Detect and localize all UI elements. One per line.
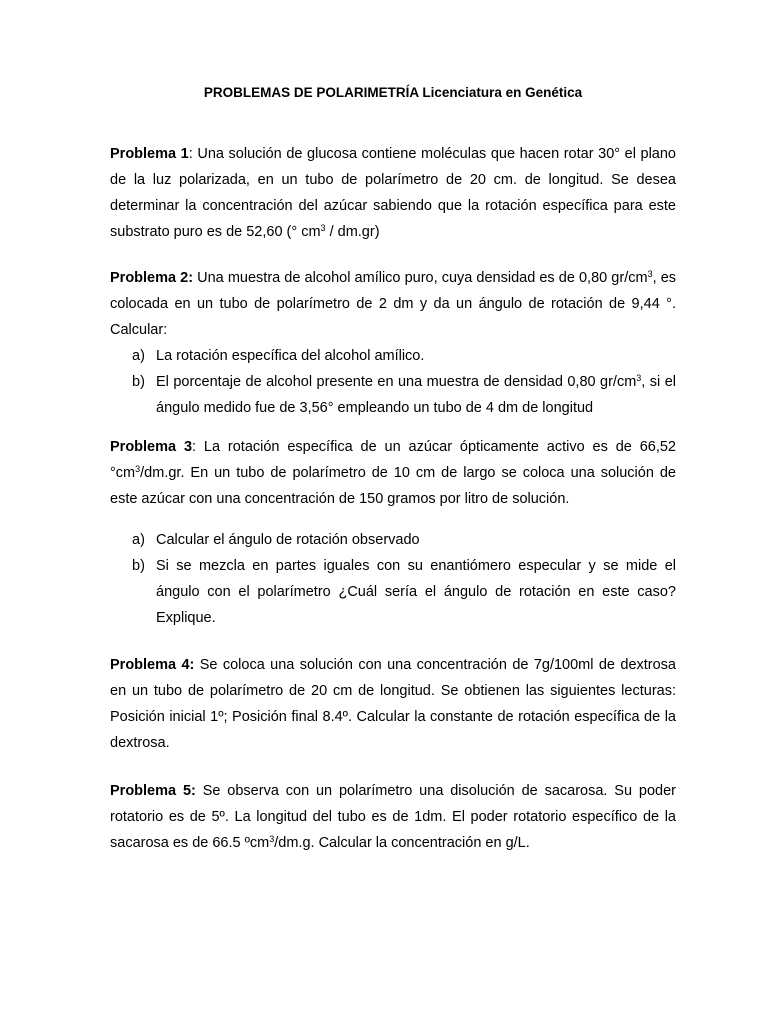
- list-item-text: Calcular el ángulo de rotación observado: [156, 532, 420, 548]
- problem-2-items: [132, 343, 676, 421]
- problem-3-text: : La rotación específica de un azúcar ópticamente activo es de 66,52 °cm: [110, 439, 676, 481]
- superscript: 3: [320, 223, 326, 233]
- list-item: [132, 369, 676, 421]
- document-title: PROBLEMAS DE POLARIMETRÍA Licenciatura en Genética: [203, 85, 583, 100]
- problem-2-label: Problema 2:: [110, 270, 194, 286]
- problem-2-text-end: , es colocada en un tubo de polarímetro de 2 dm y da un ángulo de rotación de 9,44 °. Calcular:: [110, 270, 677, 338]
- list-item-text: La rotación específica del alcohol amílico.: [156, 348, 425, 364]
- problem-2-text: Una muestra de alcohol amílico puro, cuya densidad es de 0,80 gr/cm: [193, 270, 648, 286]
- list-marker: a): [132, 348, 145, 364]
- problem-3-text-end: /dm.gr. En un tubo de polarímetro de 10 cm de largo se coloca una solución de este azúcar con una concentración de 150 gramos por litro de solución.: [110, 465, 676, 507]
- problem-1-text-end: / dm.gr): [325, 224, 380, 240]
- problem-1-label: Problema 1: [110, 146, 189, 162]
- problem-5-text: Se observa con un polarímetro una disolución de sacarosa. Su poder rotatorio es de 5º. La longitud del tubo es de 1dm. El poder rotatorio específico de la sacarosa es de 66.5 ºcm: [110, 783, 676, 851]
- list-marker: b): [132, 374, 145, 390]
- problem-1-text: : Una solución de glucosa contiene moléculas que hacen rotar 30° el plano de la luz polarizada, en un tubo de polarímetro de 20 cm. de longitud. Se desea determinar la concentración del azúcar sabiendo que la rotación específica para este substrato puro es de 52,60 (° cm: [110, 146, 676, 240]
- problem-2: [110, 265, 676, 343]
- problem-3-label: Problema 3: [110, 439, 193, 455]
- problem-4-text: Se coloca una solución con una concentración de 7g/100ml de dextrosa en un tubo de polarímetro de 20 cm de longitud. Se obtienen las siguientes lecturas: Posición inicial 1º; Posición final 8.4º. Calcular la constante de rotación específica de la dextrosa.: [110, 657, 676, 751]
- superscript: 3: [636, 373, 642, 383]
- problem-3: [110, 434, 676, 512]
- problem-5-text-end: /dm.g. Calcular la concentración en g/L.: [274, 835, 530, 851]
- problem-3-items: [132, 527, 676, 631]
- list-item: [132, 343, 676, 369]
- list-item: [132, 527, 676, 553]
- problem-5-label: Problema 5:: [110, 783, 196, 799]
- list-item: [132, 553, 676, 631]
- list-marker: b): [132, 558, 145, 574]
- superscript: 3: [647, 269, 653, 279]
- problem-4: [110, 652, 676, 756]
- problem-5: [110, 778, 676, 856]
- list-marker: a): [132, 532, 145, 548]
- list-item-text-end: , si el ángulo medido fue de 3,56° empleando un tubo de 4 dm de longitud: [156, 374, 676, 416]
- problem-1: [110, 141, 676, 245]
- list-item-text: Si se mezcla en partes iguales con su enantiómero especular y se mide el ángulo con el polarímetro ¿Cuál sería el ángulo de rotación en este caso? Explique.: [156, 558, 676, 626]
- superscript: 3: [269, 834, 275, 844]
- superscript: 3: [135, 464, 141, 474]
- problem-4-label: Problema 4:: [110, 657, 195, 673]
- list-item-text: El porcentaje de alcohol presente en una muestra de densidad 0,80 gr/cm: [156, 374, 637, 390]
